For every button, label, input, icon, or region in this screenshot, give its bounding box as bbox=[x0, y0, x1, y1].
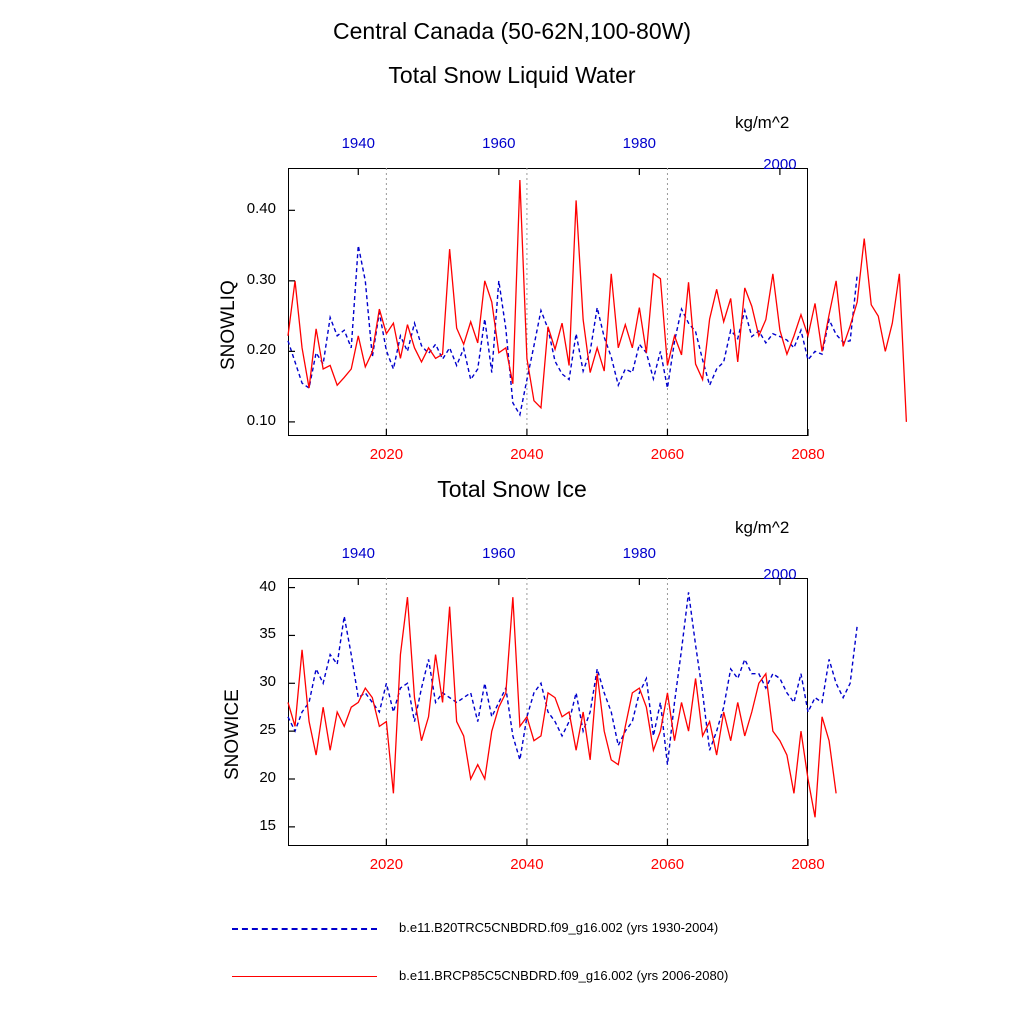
xtick-label-top: 2000 bbox=[763, 566, 797, 583]
series-rcp85 bbox=[288, 180, 906, 422]
xtick-label-bottom: 2020 bbox=[369, 856, 404, 873]
panel2-title: Total Snow Ice bbox=[437, 476, 587, 502]
xtick-label-top: 2000 bbox=[763, 156, 797, 173]
panel1-plot bbox=[288, 168, 808, 436]
xtick-label-top: 1980 bbox=[622, 135, 657, 152]
ytick-label: 25 bbox=[259, 721, 276, 739]
ytick-label: 0.20 bbox=[246, 341, 276, 359]
legend-swatch-rcp85 bbox=[232, 976, 377, 977]
ytick-label: 15 bbox=[259, 816, 276, 834]
ytick-label: 0.40 bbox=[246, 200, 276, 218]
series-historical bbox=[288, 592, 857, 764]
legend-label-historical: b.e11.B20TRC5CNBDRD.f09_g16.002 (yrs 1930-2004) bbox=[399, 920, 719, 935]
panel1-ylabel: SNOWLIQ bbox=[218, 280, 239, 370]
panel1-title: Total Snow Liquid Water bbox=[388, 62, 636, 88]
xtick-label-bottom: 2060 bbox=[650, 446, 685, 463]
ytick-label: 0.10 bbox=[246, 411, 276, 429]
xtick-label-top: 1960 bbox=[482, 545, 516, 562]
panel-snowliq bbox=[288, 168, 808, 436]
chart-main-title: Central Canada (50-62N,100-80W) bbox=[333, 18, 691, 44]
panel2-plot bbox=[288, 578, 808, 846]
ytick-label: 20 bbox=[259, 769, 276, 786]
panel1-units: kg/m^2 bbox=[735, 113, 790, 132]
series-rcp85 bbox=[288, 597, 836, 817]
xtick-label-top: 1980 bbox=[622, 545, 657, 562]
ytick-label: 35 bbox=[259, 625, 276, 643]
xtick-label-bottom: 2080 bbox=[791, 446, 825, 463]
ytick-label: 0.30 bbox=[246, 270, 276, 288]
xtick-label-bottom: 2040 bbox=[510, 446, 544, 463]
xtick-label-bottom: 2020 bbox=[369, 446, 404, 463]
ytick-label: 30 bbox=[259, 673, 276, 691]
legend-swatch-historical bbox=[232, 928, 377, 930]
legend-label-rcp85: b.e11.BRCP85C5CNBDRD.f09_g16.002 (yrs 2006-2080) bbox=[399, 968, 729, 983]
panel2-units: kg/m^2 bbox=[735, 518, 790, 537]
panel2-ylabel: SNOWICE bbox=[222, 689, 243, 780]
xtick-label-bottom: 2080 bbox=[791, 856, 825, 873]
panel-snowice bbox=[288, 578, 808, 846]
xtick-label-top: 1960 bbox=[482, 135, 516, 152]
xtick-label-top: 1940 bbox=[341, 545, 375, 562]
xtick-label-bottom: 2060 bbox=[650, 856, 685, 873]
ytick-label: 40 bbox=[259, 577, 276, 595]
xtick-label-bottom: 2040 bbox=[510, 856, 544, 873]
xtick-label-top: 1940 bbox=[341, 135, 375, 152]
